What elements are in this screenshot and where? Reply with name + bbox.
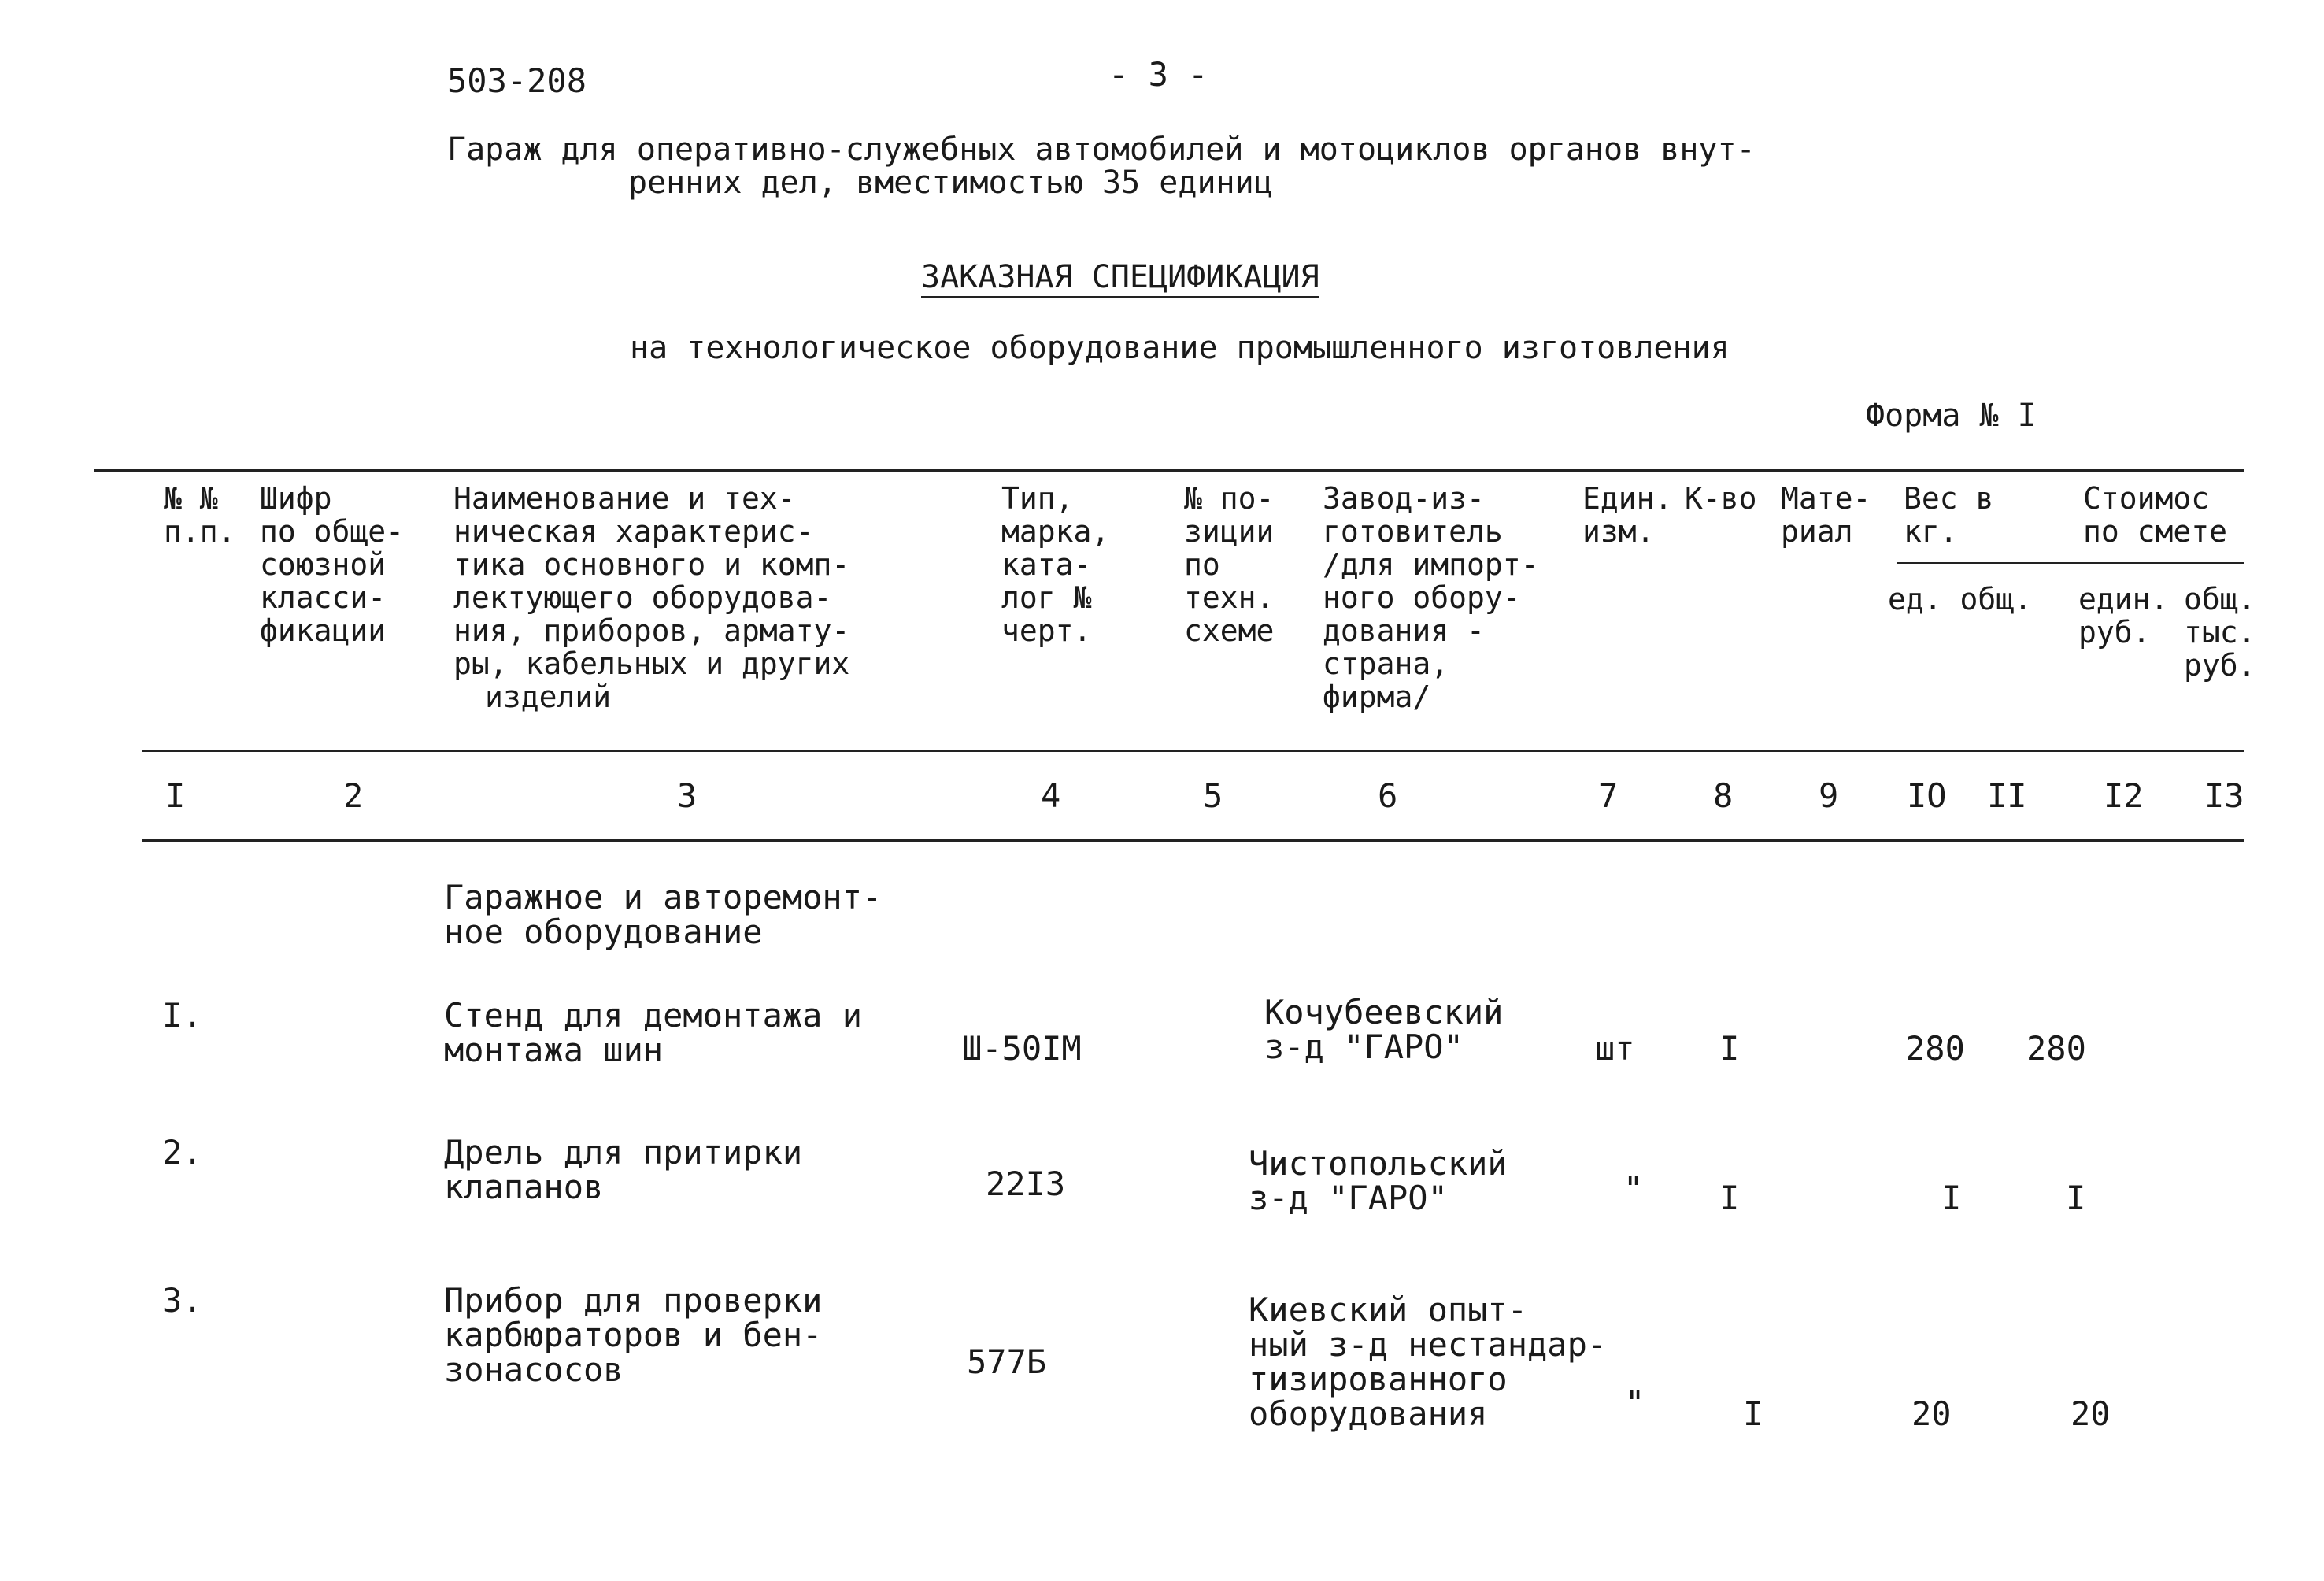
row-1-number: I.: [162, 996, 202, 1035]
col-header-number: № № п.п.: [164, 481, 236, 549]
col-number-4: 4: [1041, 776, 1061, 815]
col-number-1: I: [165, 776, 186, 815]
column-number-rule: [142, 839, 2244, 842]
doc-number: 503-208: [447, 61, 587, 100]
row-3-weight-total: 20: [2071, 1394, 2111, 1433]
row-3-unit: ": [1625, 1383, 1645, 1422]
col-number-6: 6: [1378, 776, 1398, 815]
spec-title: ЗАКАЗНАЯ СПЕЦИФИКАЦИЯ: [921, 260, 1319, 298]
row-1-type: Ш-50IМ: [962, 1029, 1082, 1068]
spec-subtitle: на технологическое оборудование промышленного изготовления: [630, 330, 1730, 366]
row-1-weight-total: 280: [2026, 1029, 2086, 1068]
row-1-unit: шт: [1595, 1029, 1635, 1068]
row-1-weight-unit: 280: [1905, 1029, 1965, 1068]
form-label: Форма № I: [1866, 398, 2037, 434]
col-number-11: II: [1987, 776, 2027, 815]
row-3-manufacturer: Киевский опыт- ный з-д нестандар- тизированного оборудования: [1249, 1290, 1608, 1433]
row-2-number: 2.: [162, 1133, 202, 1172]
table-top-rule: [94, 469, 2244, 472]
row-3-name: Прибор для проверки карбюраторов и бен- зонасосов: [444, 1281, 823, 1389]
row-3-weight-unit: 20: [1911, 1394, 1952, 1433]
col-header-unit: Един. изм.: [1582, 481, 1673, 549]
row-2-type: 22I3: [986, 1164, 1066, 1203]
col-number-7: 7: [1598, 776, 1619, 815]
weight-cost-subrule: [1897, 562, 2244, 564]
col-header-code: Шифр по обще- союзной класси- фикации: [260, 481, 405, 648]
col-number-9: 9: [1819, 776, 1839, 815]
col-header-quantity: К-во: [1685, 481, 1757, 516]
doc-subtitle-line1: Гараж для оперативно-служебных автомобилей и мотоциклов органов внут-: [447, 131, 1756, 168]
row-2-weight-total: I: [2066, 1179, 2086, 1217]
row-3-qty: I: [1743, 1394, 1763, 1433]
row-2-manufacturer: Чистопольский з-д "ГАРО": [1249, 1144, 1508, 1217]
section-title: Гаражное и авторемонт- ное оборудование: [444, 878, 883, 951]
col-header-name: Наименование и тех- ническая характерис- тика основного и комп- лектующего оборудова- ния, приборов, армату- ры, кабельных и других изделий: [453, 481, 850, 714]
col-header-type: Тип, марка, ката- лог № черт.: [1001, 481, 1110, 648]
row-1-qty: I: [1719, 1029, 1740, 1068]
row-2-name: Дрель для притирки клапанов: [444, 1133, 803, 1206]
row-2-unit: ": [1623, 1169, 1644, 1208]
col-header-cost-total: общ. тыс. руб.: [2184, 582, 2256, 683]
col-header-cost-unit: един. руб.: [2078, 582, 2169, 650]
page-number: - 3 -: [1108, 55, 1208, 94]
col-number-5: 5: [1203, 776, 1223, 815]
col-header-cost: Стоимос по смете: [2083, 481, 2228, 549]
col-number-8: 8: [1713, 776, 1734, 815]
col-header-material: Мате- риал: [1781, 481, 1871, 549]
col-header-weight: Вес в кг.: [1904, 481, 1994, 549]
col-number-13: I3: [2204, 776, 2244, 815]
row-1-manufacturer: Кочубеевский з-д "ГАРО": [1264, 993, 1504, 1066]
col-number-10: IO: [1907, 776, 1947, 815]
header-bottom-rule: [142, 750, 2244, 752]
col-number-2: 2: [343, 776, 364, 815]
row-1-name: Стенд для демонтажа и монтажа шин: [444, 996, 863, 1069]
row-3-number: 3.: [162, 1281, 202, 1320]
row-2-qty: I: [1719, 1179, 1740, 1217]
col-header-position: № по- зиции по техн. схеме: [1184, 481, 1275, 648]
doc-subtitle-line2: ренних дел, вместимостью 35 единиц: [628, 165, 1273, 201]
col-number-12: I2: [2104, 776, 2144, 815]
row-2-weight-unit: I: [1941, 1179, 1962, 1217]
col-number-3: 3: [677, 776, 698, 815]
row-3-type: 577Б: [967, 1342, 1047, 1381]
col-header-manufacturer: Завод-из- готовитель /для импорт- ного обору- дования - страна, фирма/: [1323, 481, 1539, 714]
col-header-weight-sub: ед. общ.: [1888, 582, 2033, 616]
